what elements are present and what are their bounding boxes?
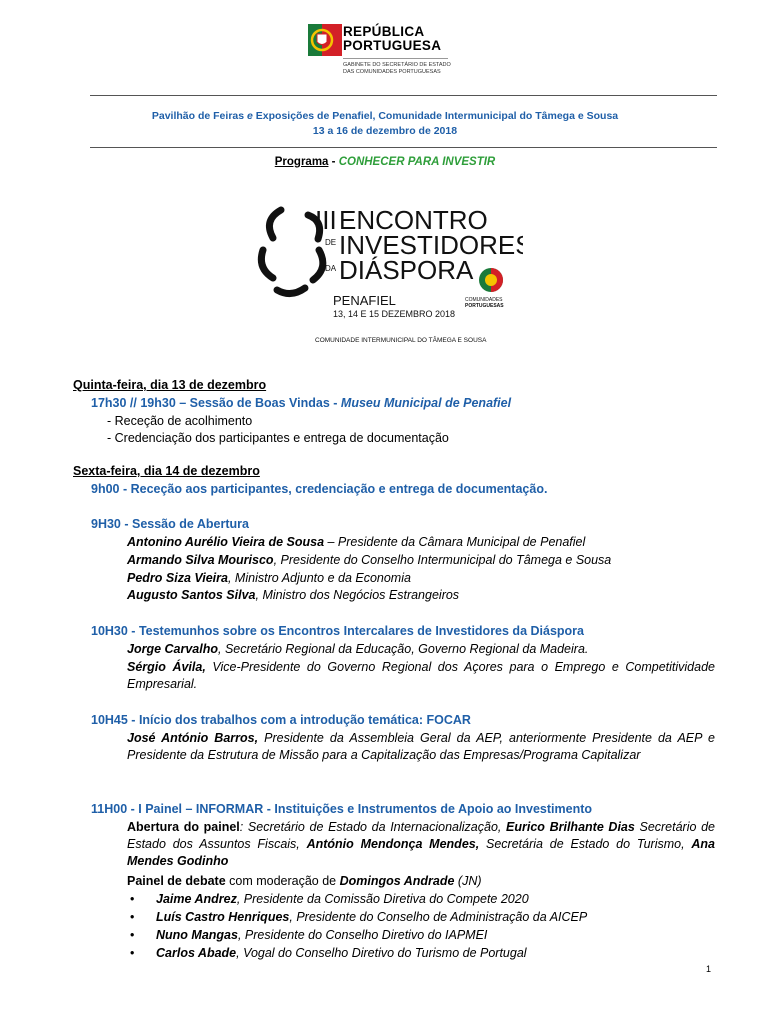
panelist-item: Nuno Mangas, Presidente do Conselho Diretivo do IAPMEI	[156, 928, 488, 942]
logo-word3: DIÁSPORA	[339, 255, 474, 285]
logo-dates: 13, 14 E 15 DEZEMBRO 2018	[333, 309, 456, 319]
session-9h30: 9H30 - Sessão de Abertura	[91, 517, 249, 531]
programa-heading: Programa - CONHECER PARA INVESTIR	[274, 156, 496, 168]
logo-comunidades1: COMUNIDADES	[465, 297, 503, 303]
logo-word1: ENCONTRO	[339, 205, 488, 235]
session-9h00: 9h00 - Receção aos participantes, credenciação e entrega de documentação.	[91, 482, 548, 496]
speaker-line: Antonino Aurélio Vieira de Sousa – Presidente da Câmara Municipal de Penafiel	[127, 535, 586, 549]
encontro-emblem-icon	[253, 195, 523, 345]
page-number: 1	[706, 964, 712, 974]
speaker-paragraph: José António Barros, Presidente da Assembleia Geral da AEP, anteriormente Presidente da AEP e Presidente da Estrutura de Missão para a Capitalização das Empresas/Programa Capitalizar	[127, 731, 715, 762]
logo-city: PENAFIEL	[333, 293, 396, 308]
bottom-rule	[90, 147, 717, 148]
speaker-line: Armando Silva Mourisco, Presidente do Conselho Intermunicipal do Tâmega e Sousa	[127, 553, 612, 567]
speaker-line: Jorge Carvalho, Secretário Regional da Educação, Governo Regional da Madeira.	[127, 642, 589, 656]
top-rule	[90, 95, 717, 96]
event-logo	[253, 195, 523, 345]
panel-opening: Abertura do painel: Secretário de Estado da Internacionalização, Eurico Brilhante Dias Secretário de Estado dos Assuntos Fiscais, António Mendonça Mendes, Secretária de Estado do Turismo, Ana Mendes Godinho	[127, 820, 715, 868]
session-10h30: 10H30 - Testemunhos sobre os Encontros Intercalares de Investidores da Diáspora	[91, 624, 584, 638]
day2-heading: Sexta-feira, dia 14 de dezembro	[73, 464, 260, 478]
panelist-item: Carlos Abade, Vogal do Conselho Diretivo do Turismo de Portugal	[156, 946, 527, 960]
logo-da: DA	[325, 264, 337, 273]
speaker-paragraph: Sérgio Ávila, Vice-Presidente do Governo Regional dos Açores para o Emprego e Competitividade Empresarial.	[127, 660, 715, 691]
session-10h45: 10H45 - Início dos trabalhos com a introdução temática: FOCAR	[91, 713, 471, 727]
header-divider	[343, 58, 448, 59]
bullet-icon: •	[130, 928, 135, 942]
panelist-item: Jaime Andrez, Presidente da Comissão Diretiva do Compete 2020	[156, 892, 529, 906]
logo-comunidades2: PORTUGUESAS	[465, 303, 504, 309]
session-11h00: 11H00 - I Painel – INFORMAR - Instituições e Instrumentos de Apoio ao Investimento	[91, 802, 593, 816]
day1-heading: Quinta-feira, dia 13 de dezembro	[73, 378, 267, 392]
panel-debate: Painel de debate com moderação de Domingos Andrade (JN)	[127, 874, 482, 888]
venue-line1: Pavilhão de Feiras e Exposições de Penafiel, Comunidade Intermunicipal do Tâmega e Sousa	[151, 110, 619, 122]
venue-dates: 13 a 16 de dezembro de 2018	[312, 125, 458, 137]
day1-item-1: - Receção de acolhimento	[107, 414, 253, 428]
speaker-line: Augusto Santos Silva, Ministro dos Negócios Estrangeiros	[127, 588, 460, 602]
bullet-icon: •	[130, 946, 135, 960]
coat-of-arms-icon	[308, 22, 342, 58]
logo-word2: INVESTIDORES	[339, 230, 523, 260]
day1-item-2: - Credenciação dos participantes e entrega de documentação	[107, 431, 449, 445]
bullet-icon: •	[130, 892, 135, 906]
speaker-line: Pedro Siza Vieira, Ministro Adjunto e da Economia	[127, 571, 411, 585]
logo-footer: COMUNIDADE INTERMUNICIPAL DO TÂMEGA E SOUSA	[315, 337, 487, 344]
panelist-item: Luís Castro Henriques, Presidente do Conselho de Administração da AICEP	[156, 910, 588, 924]
logo-roman: III	[315, 205, 337, 235]
day1-session: 17h30 // 19h30 – Sessão de Boas Vindas - Museu Municipal de Penafiel	[91, 396, 512, 410]
logo-de: DE	[325, 238, 337, 247]
republica-portuguesa-logo	[308, 22, 342, 58]
header-title: REPÚBLICA PORTUGUESA	[343, 24, 442, 53]
header-subtitle: GABINETE DO SECRETÁRIO DE ESTADO DAS COMUNIDADES PORTUGUESAS	[343, 62, 451, 75]
bullet-icon: •	[130, 910, 135, 924]
